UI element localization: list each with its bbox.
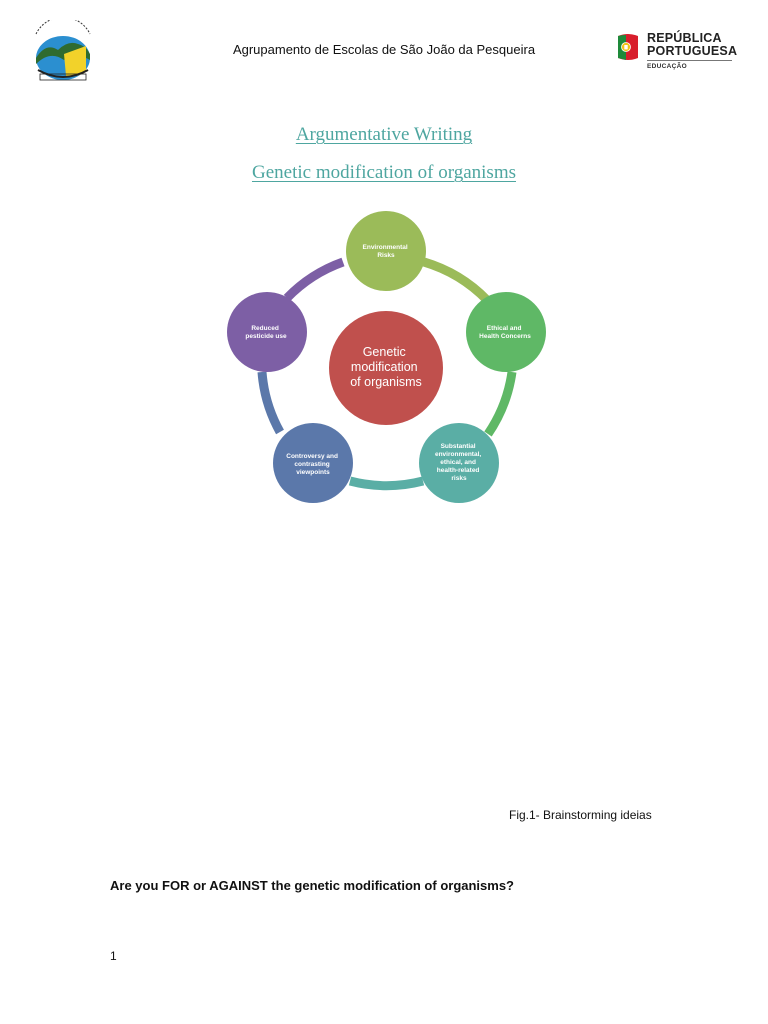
school-name: Agrupamento de Escolas de São João da Pesqueira [232, 42, 536, 57]
connector-right-bottom [488, 372, 512, 434]
connector-top-right [424, 262, 487, 300]
node-label-line: ethical, and [440, 459, 476, 466]
brainstorming-cycle-diagram [210, 200, 560, 510]
node-environmental-risks [346, 211, 426, 291]
node-label-line: viewpoints [296, 469, 330, 476]
center-label-line: Genetic [362, 345, 406, 359]
node-label-line: Environmental [362, 244, 408, 251]
subtitle: Genetic modification of organisms [251, 162, 516, 183]
node-label-line: Ethical and [486, 325, 522, 332]
logo-text-educacao: EDUCAÇÃO [647, 63, 687, 70]
portugal-flag-icon [616, 32, 640, 62]
logo-divider [647, 60, 732, 61]
node-label-line: pesticide use [245, 333, 287, 340]
center-label-line: of organisms [350, 375, 422, 389]
figure-caption: Fig.1- Brainstorming ideias [509, 808, 652, 822]
connector-bottom [350, 481, 423, 486]
node-label-line: Controversy and [286, 453, 338, 460]
node-reduced-pesticide-use [227, 292, 307, 372]
node-label-line: Health Concerns [479, 333, 531, 340]
page-number: 1 [110, 949, 117, 963]
logo-text-republica: REPÚBLICA [647, 31, 722, 45]
node-label-line: risks [451, 475, 467, 482]
connector-left-top [287, 262, 343, 298]
node-substantial-risks [419, 423, 499, 503]
prompt-question: Are you FOR or AGAINST the genetic modification of organisms? [110, 878, 514, 893]
connector-left-bottom [262, 372, 280, 432]
node-controversy-viewpoints [273, 423, 353, 503]
center-label-line: modification [350, 360, 418, 374]
node-label-line: Reduced [251, 325, 279, 332]
node-label-line: Substantial [440, 443, 476, 450]
node-ethical-health-concerns [466, 292, 546, 372]
node-label-line: Risks [377, 252, 395, 259]
node-label-line: contrasting [294, 461, 330, 468]
center-node [329, 311, 443, 425]
node-label-line: environmental, [434, 451, 482, 458]
republica-portuguesa-logo [616, 30, 746, 74]
main-title: Argumentative Writing [295, 124, 473, 145]
node-label-line: health-related [436, 467, 480, 474]
logo-text-portuguesa: PORTUGUESA [647, 44, 738, 58]
